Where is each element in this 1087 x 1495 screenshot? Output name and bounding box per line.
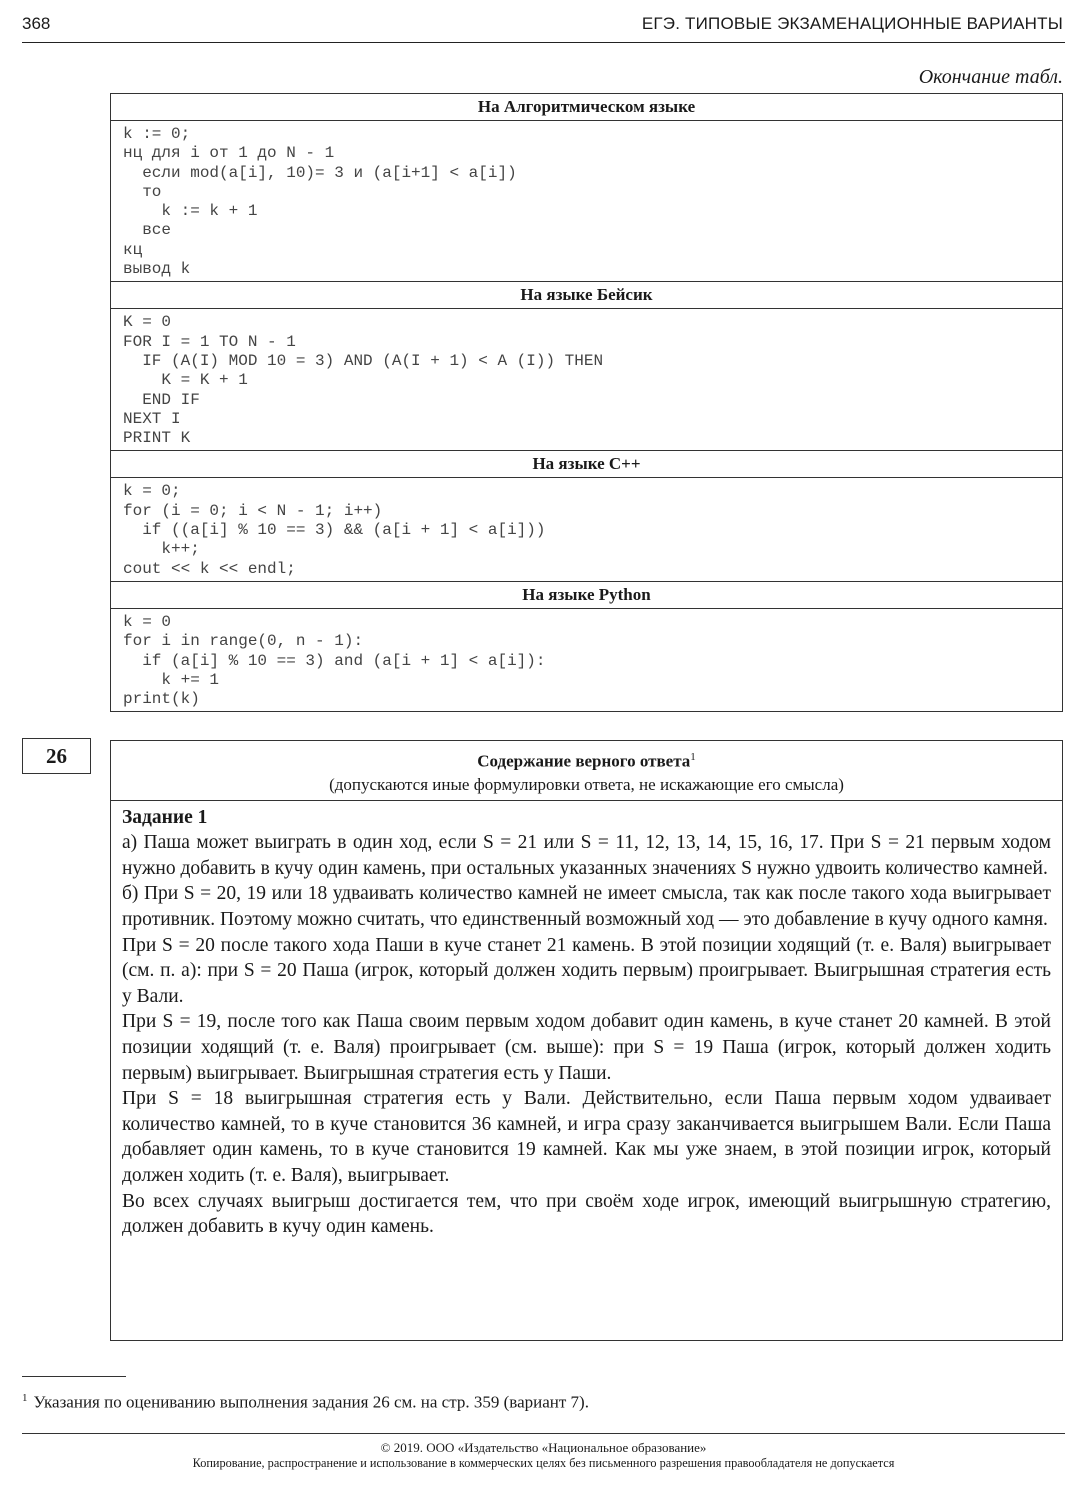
basic-code: K = 0 FOR I = 1 TO N - 1 IF (A(I) MOD 10 = 3) AND (A(I + 1) < A (I)) THEN K = K + 1 END IF NEXT I PRINT K — [111, 309, 1062, 451]
page-number: 368 — [22, 14, 51, 33]
footnote-reference: 1 — [690, 751, 696, 763]
python-code: k = 0 for i in range(0, n - 1): if (a[i] % 10 == 3) and (a[i + 1] < a[i]): k += 1 print(k) — [123, 612, 546, 709]
cpp-header: На языке С++ — [111, 451, 1062, 478]
algorithmic-header: На Алгоритмическом языке — [111, 94, 1062, 121]
footnote-divider — [22, 1376, 126, 1377]
copyright-notice: Копирование, распространение и использование в коммерческих целях без письменного разрешения правообладателя не допускается — [192, 1456, 895, 1470]
algorithmic-code: k := 0; нц для i от 1 до N - 1 если mod(a[i], 10)= 3 и (a[i+1] < a[i]) то k := k + 1 все кц вывод k — [111, 121, 1062, 282]
code-table — [110, 93, 1063, 712]
answer-paragraph: а) Паша может выиграть в один ход, если S = 21 или S = 11, 12, 13, 14, 15, 16, 17. При S = 21 первым ходом нужно добавить в кучу один камень, при остальных указанных значениях S нужно удвоить количество камней. — [122, 832, 1051, 879]
answer-title: Содержание верного ответа — [477, 751, 691, 771]
footer-divider — [22, 1433, 1065, 1434]
answer-paragraph: При S = 18 выигрышная стратегия есть у Вали. Действительно, если Паша первым ходом удваивает количество камней, то в куче становится 36 камней, и игра сразу заканчивается выигрышем Вали. Если Паша добавляет один камень, то в куче становится 19 камней. Как мы уже знаем, в этой позиции игрок, который должен ходить (т. е. Валя), выигрывает. — [122, 1088, 1051, 1186]
footnote-text: Указания по оцениванию выполнения задания 26 см. на стр. 359 (вариант 7). — [33, 1392, 589, 1412]
copyright: © 2019. ООО «Издательство «Национальное образование» — [380, 1440, 707, 1455]
answer-title-line — [111, 746, 1062, 773]
answer-paragraph: При S = 19, после того как Паша своим первым ходом добавит один камень, в куче станет 20 камней. В этой позиции ходящий (т. е. Валя) проигрывает (см. выше): при S = 19 Паша (игрок, который должен ходить первым) выигрывает. Выигрышная стратегия есть у Паши. — [122, 1011, 1051, 1084]
python-header: На языке Python — [111, 582, 1062, 609]
answer-paragraph: б) При S = 20, 19 или 18 удваивать количество камней не имеет смысла, так как после такого хода выигрывает противник. Поэтому можно считать, что единственный возможный ход — это добавление в кучу одного камня. — [122, 883, 1051, 931]
answer-header — [111, 741, 1062, 801]
answer-subtitle: (допускаются иные формулировки ответа, не искажающие его смысла) — [329, 774, 844, 794]
task-heading: Задание 1 — [122, 806, 208, 828]
table-continued-label: Окончание табл. — [918, 66, 1063, 88]
header-divider — [22, 42, 1065, 43]
answer-paragraph: Во всех случаях выигрыш достигается тем, что при своём ходе игрок, имеющий выигрышную стратегию, должен добавить в кучу один камень. — [122, 1190, 1051, 1238]
footnote — [22, 1392, 1062, 1413]
answer-paragraph: При S = 20 после такого хода Паши в куче станет 21 камень. В этой позиции ходящий (т. е. Валя) выигрывает (см. п. а): при S = 20 Паша (игрок, который должен ходить первым) проигрывает. Выигрышная стратегия есть у Вали. — [122, 934, 1051, 1007]
footnote-marker: 1 — [22, 1392, 28, 1404]
basic-header: На языке Бейсик — [111, 282, 1062, 309]
running-title: ЕГЭ. ТИПОВЫЕ ЭКЗАМЕНАЦИОННЫЕ ВАРИАНТЫ — [641, 14, 1063, 33]
task-number: 26 — [22, 738, 91, 774]
cpp-code: k = 0; for (i = 0; i < N - 1; i++) if ((a[i] % 10 == 3) && (a[i + 1] < a[i])) k++; cout << k << endl; — [111, 478, 1062, 581]
answer-table — [110, 740, 1063, 1341]
answer-body — [111, 801, 1062, 1240]
